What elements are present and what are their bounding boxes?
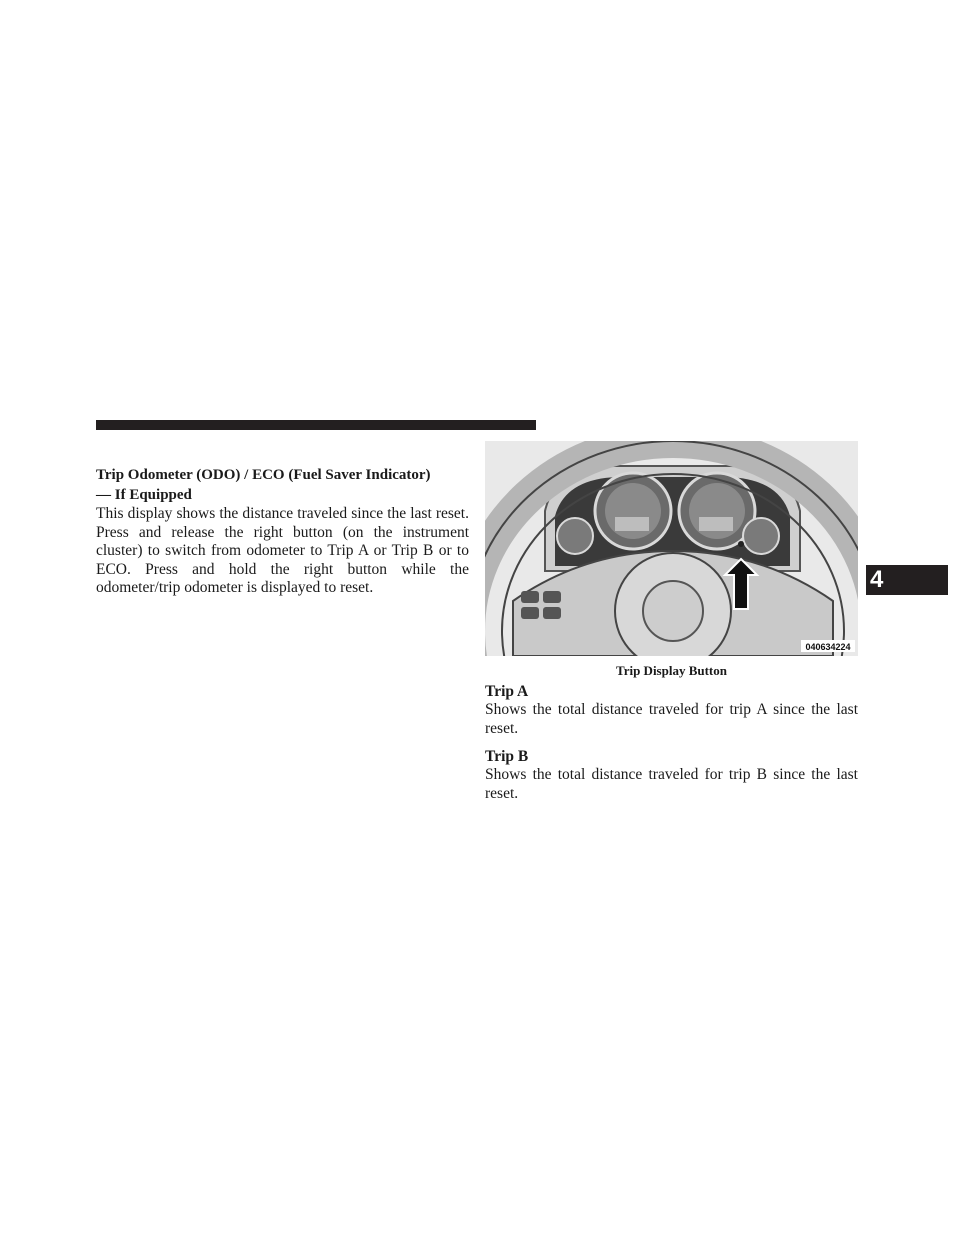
trip-a-body: Shows the total distance traveled for trip A since the last reset.: [485, 701, 858, 737]
section-heading: [96, 466, 469, 505]
section-divider-bar: [96, 420, 536, 430]
trip-b-body: Shows the total distance traveled for trip B since the last reset.: [485, 766, 858, 802]
figure-code: 040634224: [805, 642, 851, 652]
section-heading-line2: — If Equipped: [96, 486, 192, 503]
section-heading-line1: Trip Odometer (ODO) / ECO (Fuel Saver Indicator): [96, 467, 431, 483]
left-column: [96, 466, 469, 598]
chapter-tab: [866, 565, 948, 595]
chapter-number: 4: [870, 566, 884, 593]
trip-a-section: [485, 682, 858, 738]
trip-a-heading: Trip A: [485, 683, 529, 700]
trip-display-figure: [485, 441, 858, 656]
trip-b-heading: Trip B: [485, 748, 529, 765]
steering-wheel-illustration: [485, 441, 858, 656]
figure-caption: Trip Display Button: [615, 663, 727, 678]
section-body: This display shows the distance traveled since the last reset. Press and release the right button (on the instrument cluster) to switch from odometer to Trip A or Trip B or to ECO. Press and hold the right button while the odometer/trip odometer is displayed to reset.: [96, 505, 469, 596]
trip-b-section: [485, 747, 858, 803]
